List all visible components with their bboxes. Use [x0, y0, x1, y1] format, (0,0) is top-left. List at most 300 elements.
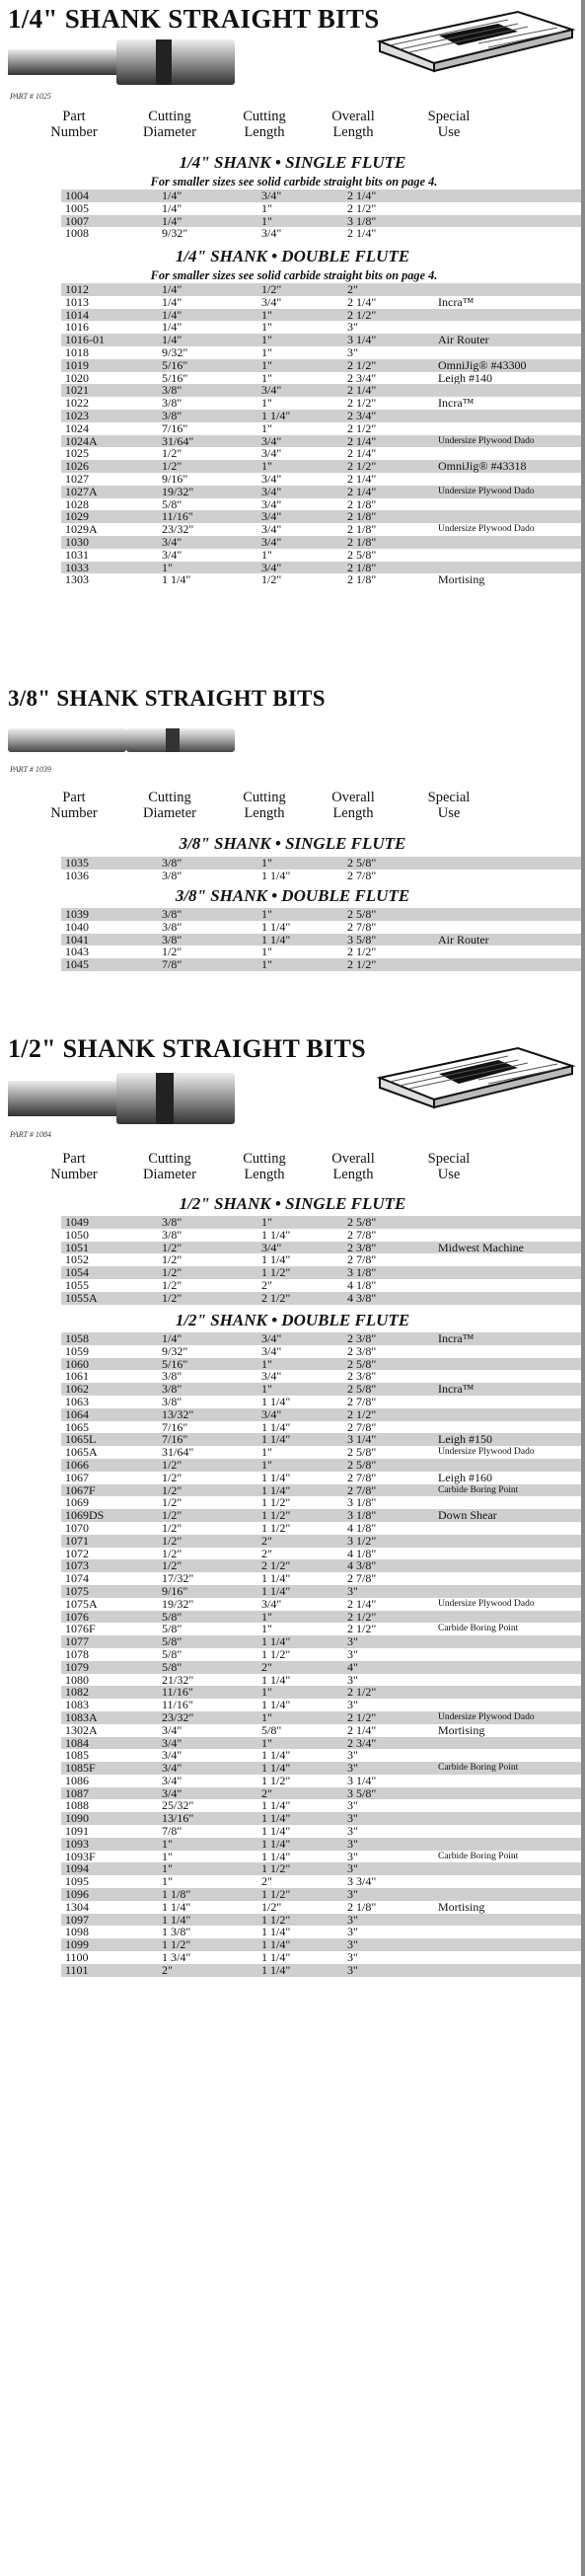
- part-number-cell: 1071: [65, 1533, 89, 1548]
- table-row: [61, 1749, 582, 1762]
- overall-length-cell: 2 7/8": [347, 1227, 377, 1242]
- special-use-cell: Incra™: [438, 396, 475, 411]
- cutting-diameter-cell: 1": [162, 1874, 173, 1889]
- table-row: [61, 334, 582, 346]
- cutting-length-cell: 1/2": [261, 282, 282, 296]
- overall-length-cell: 2 1/8": [347, 522, 377, 537]
- table-row: [61, 1661, 582, 1674]
- cutting-length-cell: 1 1/2": [261, 1887, 291, 1902]
- parts-table: [61, 189, 582, 240]
- parts-table: [61, 1332, 582, 1977]
- part-number-cell: 1072: [65, 1546, 89, 1560]
- cutting-length-cell: 1": [261, 547, 272, 562]
- cutting-length-cell: 1": [261, 200, 272, 215]
- table-row: [61, 1875, 582, 1888]
- overall-length-cell: 3": [347, 1761, 358, 1776]
- cutting-length-cell: 3/4": [261, 446, 282, 461]
- overall-length-cell: 3 5/8": [347, 1785, 377, 1800]
- overall-length-cell: 2 1/8": [347, 1899, 377, 1914]
- cutting-diameter-cell: 1/2": [162, 1265, 183, 1280]
- table-row: [61, 1901, 582, 1914]
- cutting-diameter-cell: 1/2": [162, 1240, 183, 1254]
- table-row: [61, 422, 582, 435]
- special-use-cell: Incra™: [438, 294, 475, 309]
- cutting-length-cell: 1 1/4": [261, 408, 291, 422]
- table-row: [61, 1548, 582, 1560]
- cutting-diameter-cell: 1/2": [162, 1533, 183, 1548]
- part-number-cell: 1097: [65, 1912, 89, 1927]
- part-number-cell: 1027A: [65, 484, 98, 498]
- overall-length-cell: 3": [347, 1887, 358, 1902]
- col-header-overall: Overall Length: [331, 790, 375, 821]
- cutting-diameter-cell: 3/8": [162, 1394, 183, 1408]
- router-bit-image: [8, 36, 245, 93]
- cutting-length-cell: 2": [261, 1659, 272, 1674]
- overall-length-cell: 2 1/2": [347, 1406, 377, 1421]
- cutting-length-cell: 1": [261, 213, 272, 228]
- cutting-length-cell: 2": [261, 1277, 272, 1292]
- part-number-cell: 1093F: [65, 1849, 96, 1863]
- table-row: [61, 1408, 582, 1421]
- table-row: [61, 1825, 582, 1838]
- table-row: [61, 1446, 582, 1459]
- part-number-cell: 1101: [65, 1962, 89, 1977]
- overall-length-cell: 2 7/8": [347, 1252, 377, 1267]
- cutting-length-cell: 1 1/4": [261, 1925, 291, 1939]
- part-number-cell: 1062: [65, 1382, 89, 1397]
- part-number-cell: 1045: [65, 957, 89, 972]
- cutting-diameter-cell: 1/4": [162, 189, 183, 202]
- part-number-cell: 1059: [65, 1343, 89, 1358]
- cutting-diameter-cell: 3/8": [162, 919, 183, 934]
- overall-length-cell: 2 5/8": [347, 1215, 377, 1229]
- cutting-diameter-cell: 7/16": [162, 420, 188, 435]
- cutting-diameter-cell: 1 1/8": [162, 1887, 191, 1902]
- special-use-cell: Carbide Boring Point: [438, 1763, 519, 1774]
- cutting-length-cell: 2": [261, 1546, 272, 1560]
- special-use-cell: Carbide Boring Point: [438, 1484, 519, 1495]
- cutting-length-cell: 1": [261, 907, 272, 921]
- table-row: [61, 1229, 582, 1242]
- part-number-cell: 1063: [65, 1394, 89, 1408]
- overall-length-cell: 4 3/8": [347, 1558, 377, 1573]
- table-row: [61, 473, 582, 486]
- part-number-cell: 1027: [65, 471, 89, 486]
- cutting-diameter-cell: 7/8": [162, 1824, 183, 1839]
- part-number-cell: 1083A: [65, 1709, 98, 1724]
- table-row: [61, 946, 582, 958]
- cutting-length-cell: 1/2": [261, 572, 282, 587]
- cutting-diameter-cell: 25/32": [162, 1798, 194, 1813]
- cutting-length-cell: 3/4": [261, 509, 282, 524]
- table-row: [61, 1888, 582, 1901]
- table-row: [61, 1421, 582, 1434]
- groove-profile-illustration: [370, 1038, 579, 1109]
- part-number-cell: 1096: [65, 1887, 89, 1902]
- overall-length-cell: 3 1/4": [347, 1432, 377, 1447]
- cutting-diameter-cell: 1/2": [162, 1277, 183, 1292]
- cutting-diameter-cell: 5/8": [162, 1646, 183, 1661]
- cutting-diameter-cell: 3/4": [162, 1735, 183, 1750]
- table-row: [61, 498, 582, 511]
- overall-length-cell: 3 1/8": [347, 1495, 377, 1510]
- overall-length-cell: 3 1/2": [347, 1533, 377, 1548]
- special-use-cell: Undersize Plywood Dado: [438, 524, 535, 535]
- cutting-diameter-cell: 1/4": [162, 320, 183, 335]
- part-number-cell: 1023: [65, 408, 89, 422]
- table-row: [61, 309, 582, 322]
- table-row: [61, 1926, 582, 1938]
- table-row: [61, 1396, 582, 1408]
- overall-length-cell: 2 1/2": [347, 1609, 377, 1624]
- overall-length-cell: 2 1/4": [347, 189, 377, 202]
- table-row: [61, 934, 582, 947]
- overall-length-cell: 2 7/8": [347, 1470, 377, 1484]
- cutting-length-cell: 1 1/4": [261, 1748, 291, 1763]
- table-row: [61, 1737, 582, 1750]
- subsection-heading: 3/8" SHANK • SINGLE FLUTE: [179, 834, 406, 853]
- col-header-length: Cutting Length: [243, 790, 286, 821]
- table-row: [61, 1951, 582, 1964]
- cutting-diameter-cell: 3/8": [162, 856, 183, 870]
- cutting-length-cell: 1": [261, 945, 272, 959]
- cutting-diameter-cell: 1/2": [162, 1508, 183, 1523]
- groove-profile-illustration: [370, 2, 579, 73]
- overall-length-cell: 2 3/4": [347, 370, 377, 385]
- table-row: [61, 1383, 582, 1396]
- overall-length-cell: 2 1/2": [347, 307, 377, 322]
- cutting-diameter-cell: 23/32": [162, 1709, 194, 1724]
- table-row: [61, 1559, 582, 1572]
- col-header-part: Part Number: [50, 109, 98, 140]
- part-number-cell: 1061: [65, 1369, 89, 1384]
- cutting-length-cell: 3/4": [261, 1369, 282, 1384]
- special-use-cell: Undersize Plywood Dado: [438, 1447, 535, 1458]
- part-number-cell: 1082: [65, 1685, 89, 1700]
- subsection-note: For smaller sizes see solid carbide straight bits on page 4.: [150, 175, 438, 189]
- cutting-diameter-cell: 7/16": [162, 1432, 188, 1447]
- overall-length-cell: 2 1/4": [347, 383, 377, 398]
- part-number-cell: 1076: [65, 1609, 89, 1624]
- part-number-cell: 1035: [65, 856, 89, 870]
- cutting-diameter-cell: 1/2": [162, 459, 183, 474]
- table-row: [61, 1611, 582, 1624]
- table-row: [61, 908, 582, 921]
- overall-length-cell: 2 7/8": [347, 1482, 377, 1497]
- table-row: [61, 1292, 582, 1305]
- part-number-cell: 1025: [65, 446, 89, 461]
- cutting-diameter-cell: 3/4": [162, 1773, 183, 1787]
- col-header-special: Special Use: [427, 109, 471, 140]
- cutting-diameter-cell: 5/16": [162, 1356, 188, 1371]
- special-use-cell: Leigh #140: [438, 370, 492, 385]
- page-binding-edge: [581, 0, 585, 2576]
- cutting-diameter-cell: 1/4": [162, 307, 183, 322]
- cutting-diameter-cell: 1": [162, 560, 173, 574]
- overall-length-cell: 2 5/8": [347, 1356, 377, 1371]
- cutting-length-cell: 3/4": [261, 522, 282, 537]
- cutting-diameter-cell: 9/32": [162, 1343, 188, 1358]
- cutting-length-cell: 1 1/4": [261, 1698, 291, 1712]
- table-row: [61, 1964, 582, 1977]
- cutting-length-cell: 2": [261, 1533, 272, 1548]
- cutting-length-cell: 1 1/2": [261, 1646, 291, 1661]
- overall-length-cell: 2 3/4": [347, 408, 377, 422]
- part-number-cell: 1018: [65, 344, 89, 359]
- table-row: [61, 397, 582, 410]
- table-row: [61, 1635, 582, 1648]
- cutting-diameter-cell: 5/8": [162, 1622, 183, 1636]
- part-number-cell: 1074: [65, 1571, 89, 1586]
- special-use-cell: Carbide Boring Point: [438, 1851, 519, 1861]
- part-number-cell: 1026: [65, 459, 89, 474]
- parts-table: [61, 1216, 582, 1305]
- cutting-length-cell: 3/4": [261, 560, 282, 574]
- overall-length-cell: 2 1/8": [347, 509, 377, 524]
- part-number-cell: 1058: [65, 1331, 89, 1345]
- table-row: [61, 384, 582, 397]
- table-row: [61, 1242, 582, 1254]
- overall-length-cell: 2 7/8": [347, 1571, 377, 1586]
- cutting-diameter-cell: 3/8": [162, 1215, 183, 1229]
- cutting-length-cell: 1 1/4": [261, 1432, 291, 1447]
- overall-length-cell: 3": [347, 1937, 358, 1952]
- cutting-length-cell: 1": [261, 344, 272, 359]
- part-number-cell: 1007: [65, 213, 89, 228]
- table-row: [61, 510, 582, 523]
- cutting-length-cell: 1/2": [261, 1899, 282, 1914]
- cutting-length-cell: 1 1/4": [261, 1252, 291, 1267]
- overall-length-cell: 2 1/2": [347, 1709, 377, 1724]
- overall-length-cell: 3": [347, 1861, 358, 1876]
- special-use-cell: Air Router: [438, 932, 489, 947]
- part-number-cell: 1077: [65, 1634, 89, 1649]
- cutting-length-cell: 1": [261, 1457, 272, 1472]
- table-row: [61, 321, 582, 334]
- cutting-length-cell: 1": [261, 1356, 272, 1371]
- part-number-cell: 1055A: [65, 1290, 98, 1305]
- cutting-diameter-cell: 13/32": [162, 1406, 194, 1421]
- parts-table: [61, 283, 582, 586]
- special-use-cell: Down Shear: [438, 1508, 497, 1523]
- cutting-length-cell: 1": [261, 396, 272, 411]
- table-row: [61, 1724, 582, 1737]
- table-row: [61, 1699, 582, 1711]
- table-row: [61, 1851, 582, 1863]
- part-number-cell: 1012: [65, 282, 89, 296]
- cutting-length-cell: 3/4": [261, 294, 282, 309]
- part-number-cell: 1031: [65, 547, 89, 562]
- cutting-diameter-cell: 1/4": [162, 1331, 183, 1345]
- cutting-diameter-cell: 1/4": [162, 333, 183, 347]
- overall-length-cell: 2 1/2": [347, 200, 377, 215]
- cutting-diameter-cell: 1": [162, 1836, 173, 1851]
- part-number-cell: 1083: [65, 1698, 89, 1712]
- cutting-length-cell: 3/4": [261, 1331, 282, 1345]
- overall-length-cell: 2 1/4": [347, 433, 377, 448]
- cutting-diameter-cell: 17/32": [162, 1571, 194, 1586]
- col-header-length: Cutting Length: [243, 109, 286, 140]
- cutting-diameter-cell: 3/4": [162, 1748, 183, 1763]
- part-number-cell: 1078: [65, 1646, 89, 1661]
- part-number-cell: 1016-01: [65, 333, 105, 347]
- table-row: [61, 1266, 582, 1279]
- part-number-cell: 1052: [65, 1252, 89, 1267]
- cutting-diameter-cell: 3/4": [162, 1722, 183, 1737]
- special-use-cell: Undersize Plywood Dado: [438, 1598, 535, 1609]
- cutting-length-cell: 3/4": [261, 1343, 282, 1358]
- overall-length-cell: 2 1/2": [347, 420, 377, 435]
- part-label: PART # 1025: [10, 92, 51, 101]
- table-row: [61, 1332, 582, 1345]
- router-bit-image: [8, 1071, 245, 1128]
- special-use-cell: Incra™: [438, 1331, 475, 1345]
- overall-length-cell: 3 1/8": [347, 1265, 377, 1280]
- table-row: [61, 359, 582, 372]
- special-use-cell: Mortising: [438, 572, 485, 587]
- cutting-length-cell: 1 1/2": [261, 1520, 291, 1535]
- table-row: [61, 1674, 582, 1687]
- part-number-cell: 1005: [65, 200, 89, 215]
- cutting-diameter-cell: 3/8": [162, 907, 183, 921]
- overall-length-cell: 3 1/4": [347, 333, 377, 347]
- overall-length-cell: 3 5/8": [347, 932, 377, 947]
- overall-length-cell: 3": [347, 1748, 358, 1763]
- router-bit-image: [8, 720, 245, 760]
- special-use-cell: Carbide Boring Point: [438, 1624, 519, 1634]
- cutting-diameter-cell: 1/2": [162, 1495, 183, 1510]
- cutting-diameter-cell: 1 1/4": [162, 1899, 191, 1914]
- overall-length-cell: 2 1/4": [347, 471, 377, 486]
- overall-length-cell: 3": [347, 1634, 358, 1649]
- cutting-length-cell: 1 1/4": [261, 1849, 291, 1863]
- table-row: [61, 1812, 582, 1825]
- table-row: [61, 1535, 582, 1548]
- overall-length-cell: 2 1/4": [347, 294, 377, 309]
- table-row: [61, 523, 582, 536]
- table-row: [61, 1509, 582, 1522]
- cutting-length-cell: 1 1/4": [261, 1583, 291, 1598]
- col-header-special: Special Use: [427, 790, 471, 821]
- overall-length-cell: 3": [347, 1849, 358, 1863]
- table-row: [61, 870, 582, 882]
- part-number-cell: 1039: [65, 907, 89, 921]
- table-row: [61, 562, 582, 574]
- part-number-cell: 1099: [65, 1937, 89, 1952]
- cutting-diameter-cell: 9/32": [162, 226, 188, 241]
- cutting-length-cell: 1": [261, 357, 272, 372]
- parts-table: [61, 857, 582, 882]
- overall-length-cell: 2 1/2": [347, 945, 377, 959]
- table-row: [61, 1433, 582, 1446]
- table-row: [61, 1253, 582, 1266]
- cutting-length-cell: 1": [261, 856, 272, 870]
- table-row: [61, 1484, 582, 1497]
- cutting-length-cell: 3/4": [261, 1596, 282, 1611]
- overall-length-cell: 2 7/8": [347, 919, 377, 934]
- cutting-diameter-cell: 3/4": [162, 1761, 183, 1776]
- table-row: [61, 1358, 582, 1371]
- cutting-diameter-cell: 1/2": [162, 1470, 183, 1484]
- cutting-length-cell: 1": [261, 420, 272, 435]
- cutting-diameter-cell: 7/8": [162, 957, 183, 972]
- subsection-heading: 1/2" SHANK • SINGLE FLUTE: [179, 1194, 406, 1213]
- overall-length-cell: 3": [347, 1950, 358, 1965]
- overall-length-cell: 2": [347, 282, 358, 296]
- cutting-length-cell: 3/4": [261, 484, 282, 498]
- overall-length-cell: 4 1/8": [347, 1277, 377, 1292]
- special-use-cell: Leigh #150: [438, 1432, 492, 1447]
- cutting-length-cell: 1 1/4": [261, 1798, 291, 1813]
- overall-length-cell: 2 1/2": [347, 957, 377, 972]
- part-number-cell: 1095: [65, 1874, 89, 1889]
- section-title: 3/8" SHANK STRAIGHT BITS: [8, 686, 326, 711]
- cutting-diameter-cell: 19/32": [162, 1596, 194, 1611]
- overall-length-cell: 2 1/8": [347, 534, 377, 549]
- cutting-length-cell: 1": [261, 1445, 272, 1460]
- part-number-cell: 1075A: [65, 1596, 98, 1611]
- cutting-length-cell: 1 1/4": [261, 1470, 291, 1484]
- cutting-length-cell: 3/4": [261, 226, 282, 241]
- cutting-length-cell: 1 1/4": [261, 1937, 291, 1952]
- cutting-diameter-cell: 5/16": [162, 357, 188, 372]
- overall-length-cell: 2 1/2": [347, 1622, 377, 1636]
- cutting-diameter-cell: 1/2": [162, 1558, 183, 1573]
- overall-length-cell: 3": [347, 1811, 358, 1826]
- cutting-diameter-cell: 1 1/4": [162, 572, 191, 587]
- part-number-cell: 1019: [65, 357, 89, 372]
- cutting-diameter-cell: 5/8": [162, 1634, 183, 1649]
- cutting-length-cell: 3/4": [261, 189, 282, 202]
- part-number-cell: 1069: [65, 1495, 89, 1510]
- part-number-cell: 1075: [65, 1583, 89, 1598]
- cutting-diameter-cell: 7/16": [162, 1419, 188, 1434]
- part-number-cell: 1013: [65, 294, 89, 309]
- table-row: [61, 1496, 582, 1509]
- overall-length-cell: 4 1/8": [347, 1546, 377, 1560]
- cutting-diameter-cell: 1/2": [162, 1457, 183, 1472]
- table-row: [61, 283, 582, 296]
- cutting-diameter-cell: 5/8": [162, 496, 183, 511]
- table-row: [61, 857, 582, 870]
- cutting-diameter-cell: 3/8": [162, 1382, 183, 1397]
- subsection-note: For smaller sizes see solid carbide straight bits on page 4.: [150, 268, 438, 282]
- cutting-length-cell: 3/4": [261, 471, 282, 486]
- cutting-diameter-cell: 31/64": [162, 1445, 194, 1460]
- part-number-cell: 1014: [65, 307, 89, 322]
- cutting-length-cell: 1 1/4": [261, 1571, 291, 1586]
- table-row: [61, 1216, 582, 1229]
- cutting-diameter-cell: 21/32": [162, 1672, 194, 1687]
- cutting-length-cell: 1": [261, 333, 272, 347]
- part-number-cell: 1016: [65, 320, 89, 335]
- cutting-length-cell: 1 1/4": [261, 1419, 291, 1434]
- cutting-length-cell: 1 1/4": [261, 1950, 291, 1965]
- special-use-cell: Undersize Plywood Dado: [438, 435, 535, 446]
- part-number-cell: 1091: [65, 1824, 89, 1839]
- cutting-length-cell: 1": [261, 957, 272, 972]
- special-use-cell: OmniJig® #43318: [438, 459, 527, 474]
- table-row: [61, 486, 582, 498]
- cutting-length-cell: 1": [261, 320, 272, 335]
- part-number-cell: 1069DS: [65, 1508, 105, 1523]
- subsection-heading: 3/8" SHANK • DOUBLE FLUTE: [175, 886, 410, 905]
- overall-length-cell: 2 1/8": [347, 496, 377, 511]
- cutting-length-cell: 1": [261, 1735, 272, 1750]
- overall-length-cell: 2 7/8": [347, 868, 377, 882]
- overall-length-cell: 3": [347, 1912, 358, 1927]
- cutting-diameter-cell: 1/4": [162, 282, 183, 296]
